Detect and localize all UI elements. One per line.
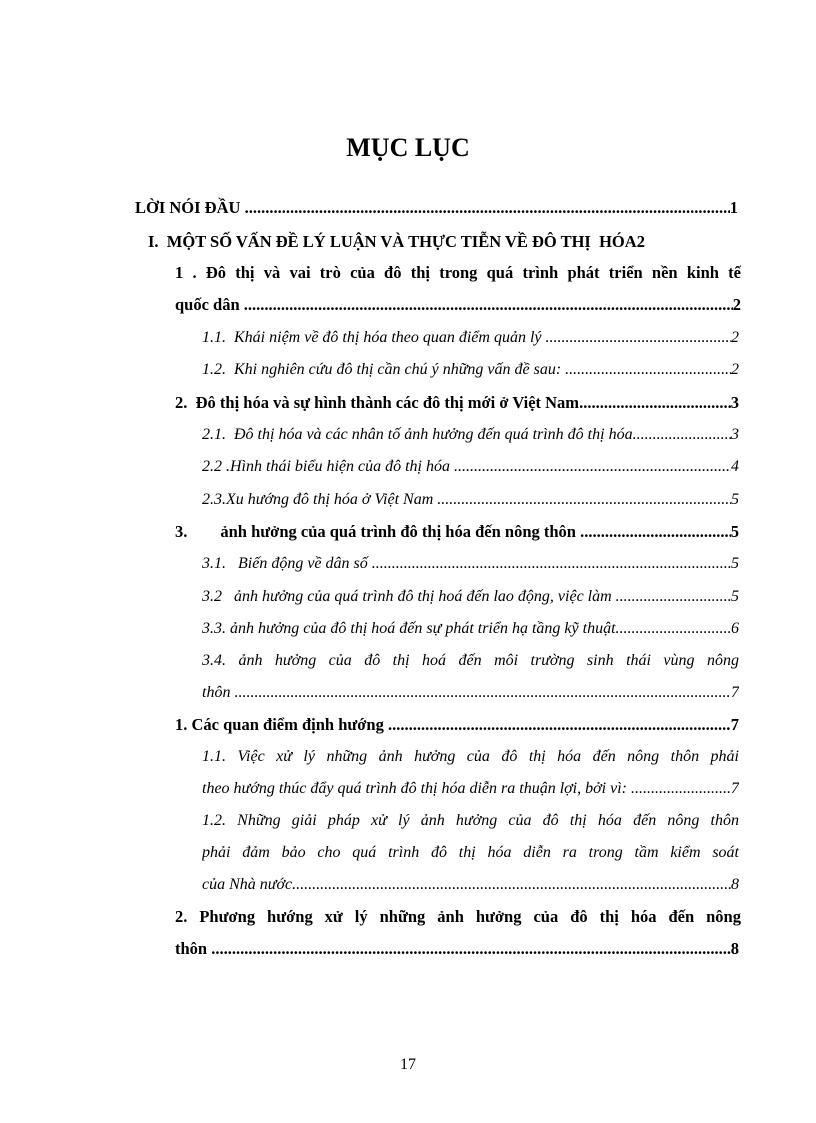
toc-entry-page: 8 [730, 939, 739, 958]
toc-entry-text: 1.1. Khái niệm về đô thị hóa theo quan điểm quản lý [202, 329, 546, 346]
toc-entry-page: 3 [730, 393, 739, 412]
toc-entry-page: 3 [731, 426, 739, 443]
toc-entry[interactable] [148, 231, 740, 253]
toc-entry[interactable] [202, 456, 739, 478]
toc-entry-page: 7 [730, 715, 739, 734]
toc-entry-text: của Nhà nước [202, 876, 293, 893]
dot-leader [616, 586, 731, 608]
toc-entry[interactable] [175, 262, 741, 284]
toc-entry-page: 2 [731, 361, 739, 378]
toc-entry-text: theo hướng thúc đẩy quá trình đô thị hóa diễn ra thuận lợi, bởi vì: [202, 780, 631, 797]
toc-entry-text: 3. ảnh hưởng của quá trình đô thị hóa đến nông thôn [175, 522, 581, 541]
dot-leader [234, 682, 731, 704]
toc-entry[interactable] [202, 359, 739, 381]
toc-entry-text: LỜI NÓI ĐẦU [135, 198, 245, 217]
toc-entry[interactable] [202, 650, 739, 672]
toc-entry-text: thôn [175, 939, 212, 958]
toc-entry-page: 5 [730, 522, 739, 541]
dot-leader [245, 197, 730, 219]
toc-entry[interactable] [202, 553, 739, 575]
toc-entry-text: 2. Phương hướng xử lý những ảnh hưởng của đô thị hóa đến nông [175, 907, 741, 926]
page-number: 17 [400, 1056, 416, 1073]
toc-entry-page: 7 [731, 780, 739, 797]
toc-entry-text: 1.1. Việc xử lý những ảnh hưởng của đô thị hóa đến nông thôn phải [202, 748, 739, 765]
toc-entry[interactable] [175, 521, 739, 543]
toc-entry-text: 2.3.Xu hướng đô thị hóa ở Việt Nam [202, 491, 438, 508]
toc-entry-text: 3.4. ảnh hưởng của đô thị hoá đến môi trường sinh thái vùng nông [202, 652, 739, 669]
dot-leader [388, 714, 731, 736]
toc-entry[interactable] [202, 746, 739, 768]
toc-entry-page: 2 [636, 232, 645, 251]
dot-leader [580, 521, 731, 543]
dot-leader [565, 359, 731, 381]
toc-entry[interactable] [175, 714, 739, 736]
toc-entry-text: 1.2. Khi nghiên cứu đô thị cần chú ý những vấn đề sau: [202, 361, 566, 378]
toc-entry[interactable] [175, 906, 741, 928]
page-title: MỤC LỤC [346, 133, 470, 162]
toc-entry[interactable] [202, 327, 739, 349]
toc-entry[interactable] [202, 586, 739, 608]
toc-entry-text: I. MỘT SỐ VẤN ĐỀ LÝ LUẬN VÀ THỰC TIỄN VỀ ĐÔ THỊ HÓA [148, 232, 637, 251]
dot-leader [546, 327, 731, 349]
toc-entry-text: 2. Đô thị hóa và sự hình thành các đô thị mới ở Việt Nam [175, 393, 580, 412]
toc-entry-page: 2 [732, 295, 741, 314]
toc-entry[interactable] [175, 938, 739, 960]
toc-entry[interactable] [202, 842, 739, 864]
toc-entry-text: 1. Các quan điểm định hướng [175, 715, 388, 734]
dot-leader [437, 489, 731, 511]
toc-entry-text: 3.3. ảnh hưởng của đô thị hoá đến sự phát triển hạ tầng kỹ thuật [202, 620, 616, 637]
toc-entry-page: 2 [731, 329, 739, 346]
toc-entry-text: thôn [202, 684, 235, 701]
toc-entry-text: 2.2 .Hình thái biểu hiện của đô thị hóa [202, 458, 454, 475]
toc-entry-page: 4 [731, 458, 739, 475]
toc-entry[interactable] [202, 810, 739, 832]
dot-leader [372, 553, 731, 575]
toc-entry-page: 1 [729, 198, 738, 217]
toc-entry-page: 8 [731, 876, 739, 893]
toc-entry[interactable] [202, 874, 739, 896]
dot-leader [631, 778, 731, 800]
toc-entry[interactable] [202, 682, 739, 704]
toc-entry[interactable] [135, 197, 738, 219]
toc-entry-text: 1.2. Những giải pháp xử lý ảnh hưởng của đô thị hóa đến nông thôn [202, 812, 739, 829]
toc-entry-text: 3.1. Biến động về dân số [202, 555, 372, 572]
dot-leader [579, 392, 731, 414]
dot-leader [454, 456, 731, 478]
toc-entry[interactable] [202, 778, 739, 800]
toc-entry-page: 5 [731, 491, 739, 508]
toc-entry[interactable] [202, 424, 739, 446]
dot-leader [244, 294, 733, 316]
toc-entry[interactable] [202, 618, 739, 640]
toc-entry-page: 7 [731, 684, 739, 701]
toc-entry[interactable] [175, 294, 741, 316]
toc-entry-text: phải đảm bảo cho quá trình đô thị hóa diễn ra trong tầm kiểm soát [202, 844, 739, 861]
toc-entry-page: 6 [731, 620, 739, 637]
toc-entry-text: quốc dân [175, 295, 244, 314]
toc-entry-page: 5 [731, 555, 739, 572]
toc-entry-page: 5 [731, 588, 739, 605]
toc-entry[interactable] [175, 392, 739, 414]
toc-entry-text: 3.2 ảnh hưởng của quá trình đô thị hoá đến lao động, việc làm [202, 588, 616, 605]
dot-leader [292, 874, 731, 896]
toc-entry-text: 2.1. Đô thị hóa và các nhân tố ảnh hưởng đến quá trình đô thị hóa [202, 426, 633, 443]
toc-entry-text: 1 . Đô thị và vai trò của đô thị trong quá trình phát triển nền kinh tế [175, 263, 741, 282]
dot-leader [616, 618, 731, 640]
toc-entry[interactable] [202, 489, 739, 511]
dot-leader [211, 938, 731, 960]
dot-leader [633, 424, 731, 446]
